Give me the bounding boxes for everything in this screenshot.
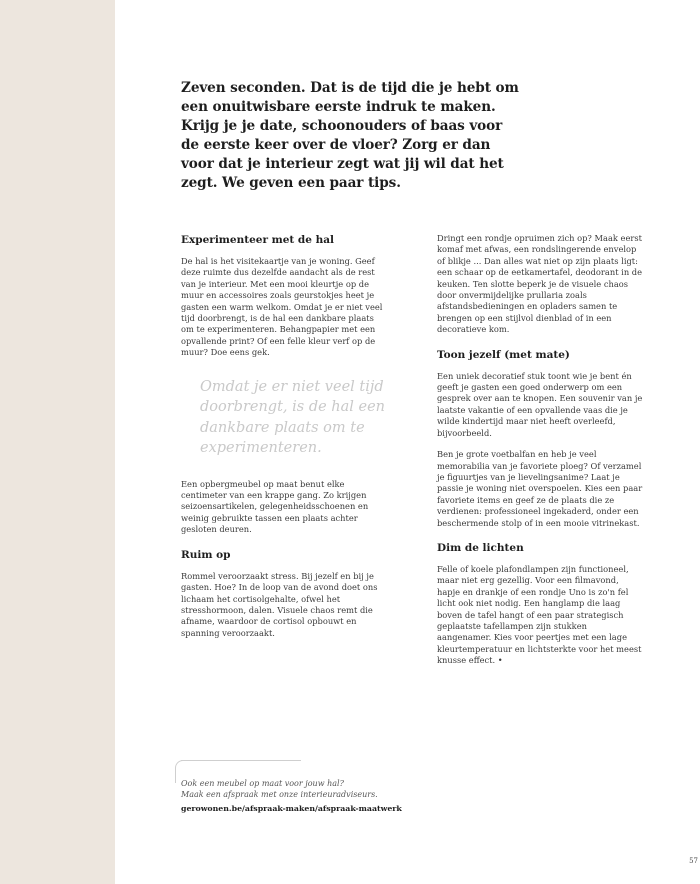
paragraph-hal-1: De hal is het visitekaartje van je woning. Geef deze ruimte dus dezelfde aandacht als de rest van je interieur. Met een mooi kleurtje op de muur en accessoires zoals geurstokjes heet je gasten een warm welkom. Omdat je er niet veel tijd doorbrengt, is de hal een dankbare plaats om te experimenteren. Behangpapier met een opvallende print? Of een felle kleur verf op de muur? Doe eens gek. xyxy=(181,256,383,358)
paragraph-ruim-op: Rommel veroorzaakt stress. Bij jezelf en bij je gasten. Hoe? In de loop van de avond doet ons lichaam het cortisolgehalte, ofwel het stresshormoon, dalen. Visuele chaos remt die afname, waardoor de cortisol opbouwt en spanning veroorzaakt. xyxy=(181,570,378,638)
paragraph-hal-2: Een opbergmeubel op maat benut elke centimeter van een krappe gang. Zo krijgen seizoensartikelen, gelegenheidsschoenen en weinig gebruikte tassen een plaats achter gesloten deuren. xyxy=(181,478,369,535)
beige-sidebar xyxy=(0,0,115,884)
call-to-action xyxy=(181,778,441,814)
intro-paragraph: Zeven seconden. Dat is de tijd die je hebt om een onuitwisbare eerste indruk te maken. Krijg je je date, schoonouders of baas voor de eerste keer over de vloer? Zorg er dan voor dat je interieur zegt wat jij wil dat het zegt. We geven een paar tips. xyxy=(181,80,519,191)
cta-divider xyxy=(181,760,301,761)
pull-quote: Omdat je er niet veel tijd doorbrengt, is de hal een dankbare plaats om te experimenteren. xyxy=(200,378,386,457)
right-column xyxy=(437,233,643,677)
heading-dim-lichten: Dim de lichten xyxy=(437,541,524,554)
paragraph-toon-2: Ben je grote voetbalfan en heb je veel memorabilia van je favoriete ploeg? Of verzamel je figuurtjes van je lievelingsanime? Laat je passie je woning niet overspoelen. Kies een paar favoriete items en geef ze de plaats die ze verdienen: professioneel ingekaderd, onder een beschermende stolp of in een mooie vitrinekast. xyxy=(437,449,643,528)
paragraph-toon-1: Een uniek decoratief stuk toont wie je bent én geeft je gasten een goed onderwerp om een gesprek over aan te knopen. Een souvenir van je laatste vakantie of een opvallende vaas die je wilde kindertijd maar niet heeft overleefd, bijvoorbeeld. xyxy=(437,370,643,438)
paragraph-opruimen: Dringt een rondje opruimen zich op? Maak eerst komaf met afwas, een rondslingerende envelop of blikje ... Dan alles wat niet op zijn plaats ligt: een schaar op de eetkamertafel, deodorant in de keuken. Ten slotte beperk je de visuele chaos door onvermijdelijke prullaria zoals afstandsbedieningen en opladers samen te brengen op een stijlvol dienblad of in een decoratieve kom. xyxy=(437,233,643,335)
paragraph-lichten: Felle of koele plafondlampen zijn functioneel, maar niet erg gezellig. Voor een filmavond, hapje en drankje of een rondje Uno is zo'n fel licht ook niet nodig. Een hanglamp die laag boven de tafel hangt of een paar strategisch geplaatste tafellampen zijn stukken aangenamer. Kies voor peertjes met een lage kleurtemperatuur en lichtsterkte voor het meest knusse effect. • xyxy=(437,563,642,666)
heading-ruim-op: Ruim op xyxy=(181,548,231,561)
cta-line-1: Ook een meubel op maat voor jouw hal? xyxy=(181,779,344,788)
heading-experimenteer: Experimenteer met de hal xyxy=(181,234,335,246)
cta-link[interactable]: gerowonen.be/afspraak-maken/afspraak-maatwerk xyxy=(181,804,402,813)
left-column xyxy=(181,233,387,649)
heading-toon-jezelf: Toon jezelf (met mate) xyxy=(437,348,570,361)
page-number: 57 xyxy=(689,857,698,865)
cta-line-2: Maak een afspraak met onze interieuradviseurs. xyxy=(181,790,378,799)
